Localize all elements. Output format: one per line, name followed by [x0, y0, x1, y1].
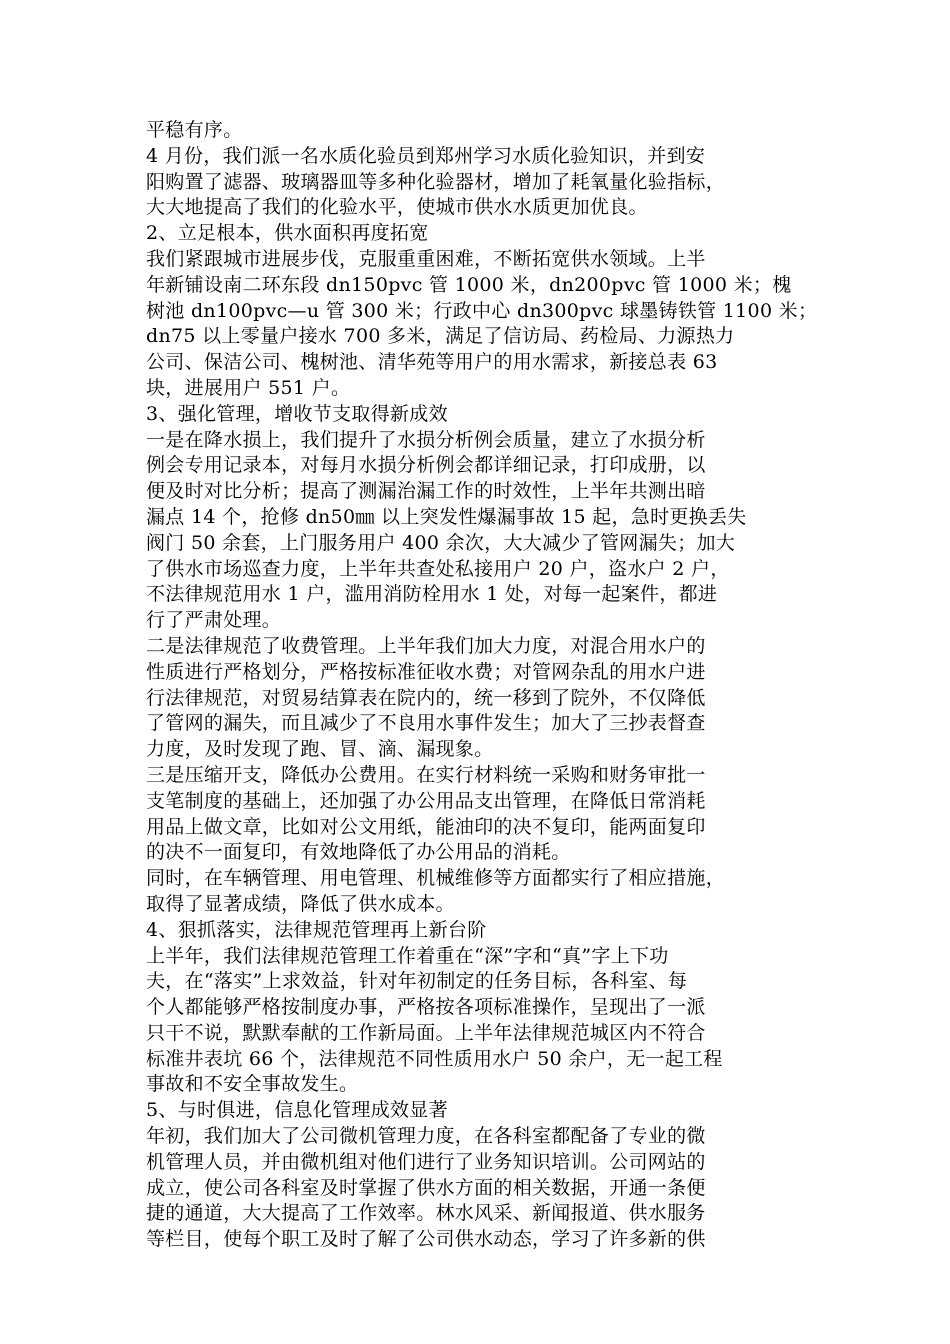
text-line: 只干不说，默默奉献的工作新局面。上半年法律规范城区内不符合	[146, 1021, 706, 1044]
text-line: 事故和不安全事故发生。	[146, 1073, 359, 1096]
text-line: 阀门 50 余套，上门服务用户 400 余次，大大减少了管网漏失；加大	[146, 531, 736, 554]
text-line: 4 月份，我们派一名水质化验员到郑州学习水质化验知识，并到安	[146, 144, 706, 167]
text-line: 同时，在车辆管理、用电管理、机械维修等方面都实行了相应措施，	[146, 867, 726, 890]
text-line: 取得了显著成绩，降低了供水成本。	[146, 892, 455, 915]
text-line: 5、与时俱进，信息化管理成效显著	[146, 1099, 448, 1122]
text-line: 平稳有序。	[146, 119, 243, 141]
text-line: dn75 以上零量户接水 700 多米，满足了信访局、药检局、力源热力	[146, 325, 735, 348]
document-body	[146, 118, 818, 1253]
text-line: 3、强化管理，增收节支取得新成效	[146, 402, 448, 425]
text-line: 4、狠抓落实，法律规范管理再上新台阶	[146, 918, 487, 941]
text-line: 阳购置了滤器、玻璃器皿等多种化验器材，增加了耗氧量化验指标，	[146, 170, 726, 193]
text-line: 成立，使公司各科室及时掌握了供水方面的相关数据，开通一条便	[146, 1176, 706, 1199]
text-line: 我们紧跟城市进展步伐，克服重重困难，不断拓宽供水领域。上半	[146, 247, 706, 270]
text-line: 2、立足根本，供水面积再度拓宽	[146, 222, 429, 245]
text-line: 的决不一面复印，有效地降低了办公用品的消耗。	[146, 841, 571, 864]
text-line: 不法律规范用水 1 户，滥用消防栓用水 1 处，对每一起案件，都进	[146, 583, 718, 606]
text-line: 等栏目，使每个职工及时了解了公司供水动态，学习了许多新的供	[146, 1228, 706, 1251]
text-line: 年初，我们加大了公司微机管理力度，在各科室都配备了专业的微	[146, 1125, 706, 1148]
text-line: 行了严肃处理。	[146, 609, 282, 632]
text-line: 上半年，我们法律规范管理工作着重在“深”字和“真”字上下功	[146, 944, 669, 967]
text-line: 机管理人员，并由微机组对他们进行了业务知识培训。公司网站的	[146, 1150, 706, 1173]
text-line: 支笔制度的基础上，还加强了办公用品支出管理，在降低日常消耗	[146, 789, 706, 812]
text-line: 了管网的漏失，而且减少了不良用水事件发生；加大了三抄表督查	[146, 712, 706, 735]
text-line: 一是在降水损上，我们提升了水损分析例会质量，建立了水损分析	[146, 428, 706, 451]
text-line: 例会专用记录本，对每月水损分析例会都详细记录，打印成册，以	[146, 454, 706, 477]
text-line: 树池 dn100pvc—u 管 300 米；行政中心 dn300pvc 球墨铸铁管 1100 米；	[146, 299, 818, 322]
text-line: 大大地提高了我们的化验水平，使城市供水水质更加优良。	[146, 196, 648, 219]
text-line: 了供水市场巡查力度，上半年共查处私接用户 20 户，盗水户 2 户，	[146, 557, 730, 580]
text-line: 个人都能够严格按制度办事，严格按各项标准操作，呈现出了一派	[146, 996, 706, 1019]
text-line: 公司、保洁公司、槐树池、清华苑等用户的用水需求，新接总表 63	[146, 351, 718, 374]
text-line: 捷的通道，大大提高了工作效率。林水风采、新闻报道、供水服务	[146, 1202, 706, 1225]
text-line: 漏点 14 个，抢修 dn50㎜ 以上突发性爆漏事故 15 起，急时更换丢失	[146, 505, 747, 528]
text-line: 力度，及时发现了跑、冒、滴、漏现象。	[146, 738, 494, 761]
text-line: 便及时对比分析；提高了测漏治漏工作的时效性，上半年共测出暗	[146, 480, 706, 503]
text-line: 二是法律规范了收费管理。上半年我们加大力度，对混合用水户的	[146, 634, 706, 657]
text-line: 三是压缩开支，降低办公费用。在实行材料统一采购和财务审批一	[146, 763, 706, 786]
text-line: 行法律规范，对贸易结算表在院内的，统一移到了院外，不仅降低	[146, 686, 706, 709]
text-line: 用品上做文章，比如对公文用纸，能油印的决不复印，能两面复印	[146, 815, 706, 838]
text-line: 年新铺设南二环东段 dn150pvc 管 1000 米，dn200pvc 管 1000 米；槐	[146, 273, 792, 296]
text-line: 性质进行严格划分，严格按标准征收水费；对管网杂乱的用水户进	[146, 660, 706, 683]
text-line: 夫，在“落实”上求效益，针对年初制定的任务目标，各科室、每	[146, 970, 688, 993]
text-line: 标准井表坑 66 个，法律规范不同性质用水户 50 余户，无一起工程	[146, 1047, 723, 1070]
text-line: 块，进展用户 551 户。	[146, 376, 351, 399]
